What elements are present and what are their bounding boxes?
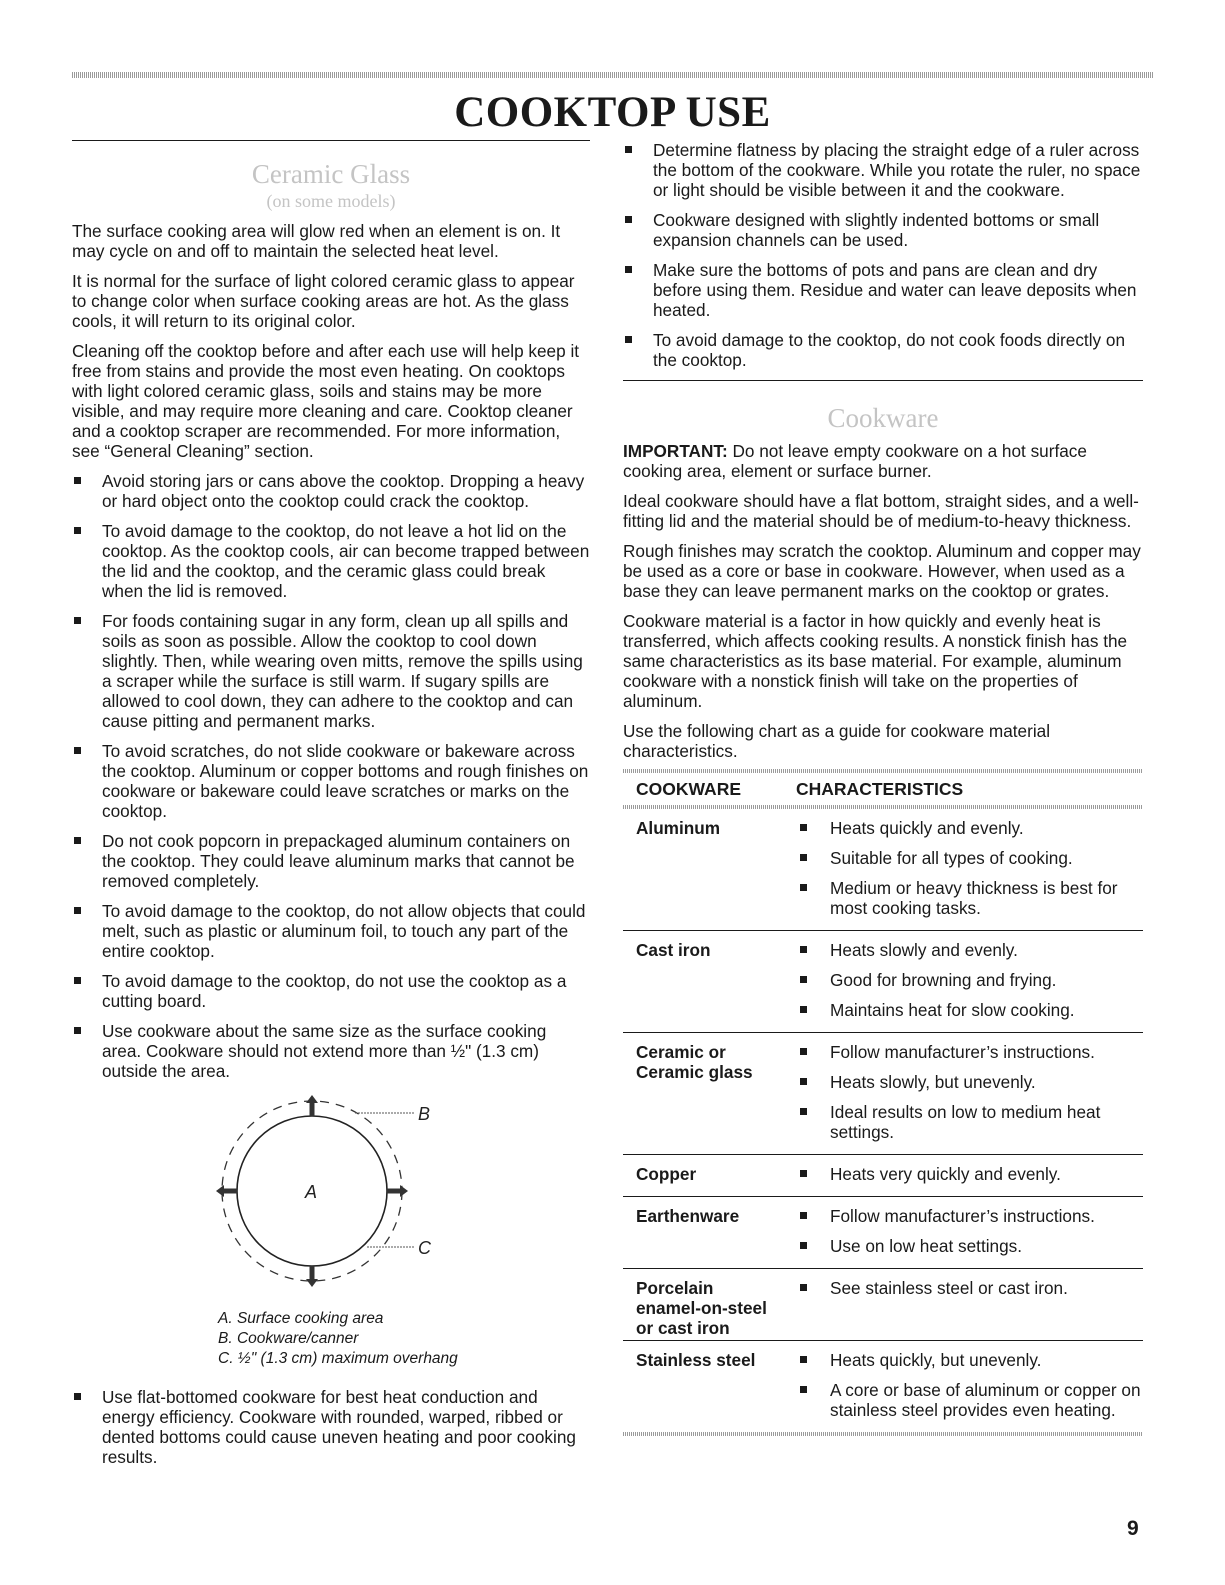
caption-c: C. ½" (1.3 cm) maximum overhang [218,1350,458,1367]
table-row [623,809,1143,931]
table-row [623,1341,1143,1432]
material-cell: Porcelain enamel-on-steel or cast iron [636,1278,767,1338]
bullet-item: Do not cook popcorn in prepackaged aluminum containers on the cooktop. They could leave aluminum marks that cannot be removed completely. [72,831,590,891]
characteristic-item: See stainless steel or cast iron. [796,1278,1143,1298]
section-rule [72,140,590,141]
paragraph: Cleaning off the cooktop before and after each use will help keep it free from stains and provide the most even heating. On cooktops with light colored ceramic glass, soils and stains may be more visible, and may require more cleaning and care. Cooktop cleaner and a cooktop scraper are recommended. For more information, see “General Cleaning” section. [72,341,580,461]
important-label: IMPORTANT: [623,441,728,461]
header-cookware: COOKWARE [636,779,741,799]
paragraph: Rough finishes may scratch the cooktop. Aluminum and copper may be used as a core or base in cookware. However, when used as a base they can leave permanent marks on the cooktop or grates. [623,541,1141,601]
ceramic-bullet-list [72,471,590,1081]
cookware-table [623,769,1143,1436]
bullet-item: For foods containing sugar in any form, clean up all spills and soils as soon as possible. Allow the cooktop to cool down slightly. Then, while wearing oven mitts, remove the spills using a scraper while the surface is still warm. If sugary spills are allowed to cool down, they can adhere to the cooktop and can cause pitting and permanent marks. [72,611,590,731]
characteristic-item: Suitable for all types of cooking. [796,848,1143,868]
bullet-item: To avoid damage to the cooktop, do not use the cooktop as a cutting board. [72,971,590,1011]
table-header [623,773,1143,805]
table-row [623,1155,1143,1197]
header-characteristics: CHARACTERISTICS [796,779,964,799]
characteristic-item: Heats slowly, but unevenly. [796,1072,1143,1092]
page-number: 9 [1127,1517,1139,1540]
important-note [623,441,1143,481]
label-c: C [418,1238,431,1258]
section-rule [623,380,1143,381]
flatness-bullet-list [623,140,1143,370]
table-row [623,931,1143,1033]
characteristic-item: Maintains heat for slow cooking. [796,1000,1143,1020]
caption-b: B. Cookware/canner [218,1330,359,1347]
characteristic-item: Heats quickly and evenly. [796,818,1143,838]
characteristic-item: Follow manufacturer’s instructions. [796,1206,1143,1226]
paragraph: The surface cooking area will glow red when an element is on. It may cycle on and off to maintain the selected heat level. [72,221,561,261]
left-column [72,140,590,1477]
characteristic-item: Ideal results on low to medium heat settings. [796,1102,1143,1142]
paragraph: Ideal cookware should have a flat bottom, straight sides, and a well-fitting lid and the material should be of medium-to-heavy thickness. [623,491,1139,531]
characteristic-item: Medium or heavy thickness is best for most cooking tasks. [796,878,1143,918]
bullet-item: To avoid damage to the cooktop, do not allow objects that could melt, such as plastic or aluminum foil, to touch any part of the entire cooktop. [72,901,590,961]
characteristic-item: Use on low heat settings. [796,1236,1143,1256]
ceramic-bullet-list-2 [72,1387,590,1467]
characteristics-cell [796,818,1143,928]
caption-a: A. Surface cooking area [218,1310,384,1327]
diagram-svg [72,1091,590,1301]
paragraph: Use the following chart as a guide for cookware material characteristics. [623,721,1051,761]
ceramic-glass-subheading: (on some models) [266,191,396,211]
bullet-item: Use flat-bottomed cookware for best heat conduction and energy efficiency. Cookware with rounded, warped, ribbed or dented bottoms could cause uneven heating and poor cooking results. [72,1387,590,1467]
label-b: B [418,1104,431,1124]
cookware-overhang-diagram [72,1091,590,1301]
characteristic-item: Good for browning and frying. [796,970,1143,990]
characteristic-item: A core or base of aluminum or copper on stainless steel provides even heating. [796,1380,1143,1420]
material-cell: Copper [636,1164,697,1184]
table-row [623,1197,1143,1269]
characteristic-item: Heats slowly and evenly. [796,940,1143,960]
characteristics-cell [796,940,1143,1030]
characteristic-item: Heats very quickly and evenly. [796,1164,1143,1184]
characteristic-item: Follow manufacturer’s instructions. [796,1042,1143,1062]
bullet-item: Avoid storing jars or cans above the cooktop. Dropping a heavy or hard object onto the cooktop could crack the cooktop. [72,471,590,511]
paragraph: Cookware material is a factor in how quickly and evenly heat is transferred, which affects cooking results. A nonstick finish has the same characteristics as its base material. For example, aluminum cookware with a nonstick finish will take on the properties of aluminum. [623,611,1128,711]
cookware-heading: Cookware [827,403,939,433]
label-a: A [305,1182,318,1202]
bullet-item: To avoid scratches, do not slide cookware or bakeware across the cooktop. Aluminum or copper bottoms and rough finishes on cookware or bakeware could leave scratches or marks on the cooktop. [72,741,590,821]
overhang-arrow-top [306,1095,318,1116]
material-cell: Stainless steel [636,1350,756,1370]
bullet-item: To avoid damage to the cooktop, do not cook foods directly on the cooktop. [623,330,1143,370]
paragraph: It is normal for the surface of light colored ceramic glass to appear to change color when surface cooking areas are hot. As the glass cools, it will return to its original color. [72,271,575,331]
table-row [623,1269,1143,1341]
material-cell: Cast iron [636,940,711,960]
important-text: Do not leave empty cookware on a hot surface cooking area, element or surface burner. [623,441,1087,481]
material-cell: Aluminum [636,818,721,838]
material-cell: Earthenware [636,1206,740,1226]
bullet-item: Cookware designed with slightly indented bottoms or small expansion channels can be used. [623,210,1143,250]
bullet-item: Use cookware about the same size as the surface cooking area. Cookware should not extend more than ½" (1.3 cm) outside the area. [72,1021,590,1081]
characteristics-cell [796,1278,1143,1338]
material-cell: Ceramic or Ceramic glass [636,1042,753,1082]
right-column [623,140,1143,1436]
characteristics-cell [796,1350,1143,1430]
characteristics-cell [796,1042,1143,1152]
bullet-item: Determine flatness by placing the straight edge of a ruler across the bottom of the cookware. While you rotate the ruler, no space or light should be visible between it and the cookware. [623,140,1143,200]
table-row [623,1033,1143,1155]
bullet-item: Make sure the bottoms of pots and pans are clean and dry before using them. Residue and water can leave deposits when heated. [623,260,1143,320]
page-title: COOKTOP USE [454,89,771,136]
overhang-arrow-right [387,1185,408,1197]
overhang-arrow-bottom [306,1266,318,1287]
characteristic-item: Heats quickly, but unevenly. [796,1350,1143,1370]
characteristics-cell [796,1206,1143,1266]
diagram-captions [218,1309,590,1369]
bullet-item: To avoid damage to the cooktop, do not leave a hot lid on the cooktop. As the cooktop cools, air can become trapped between the lid and the cooktop, and the ceramic glass could break when the lid is removed. [72,521,590,601]
ceramic-glass-heading: Ceramic Glass [251,159,411,189]
characteristics-cell [796,1164,1143,1194]
table-bottom-border [623,1432,1143,1436]
top-rule [72,72,1154,78]
overhang-arrow-left [216,1185,237,1197]
